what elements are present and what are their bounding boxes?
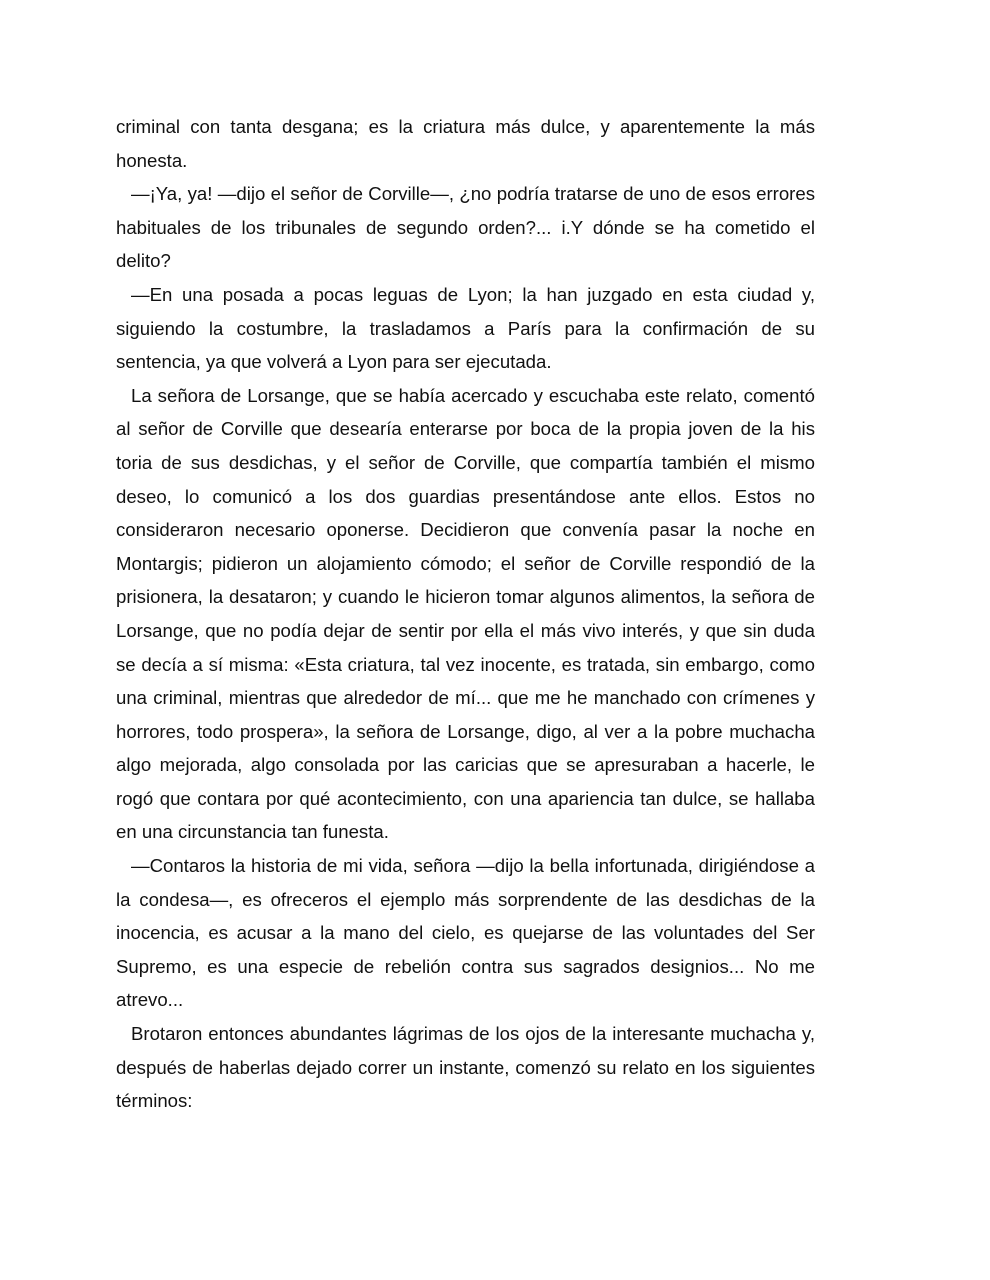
paragraph-dialogue-corville: —¡Ya, ya! —dijo el señor de Corville—, ¿no podría tratarse de uno de esos errores habituales de los tribunales de segundo orden?... i.Y dónde se ha cometido el delito? (116, 183, 815, 272)
paragraph-dialogue-prisoner: —Contaros la historia de mi vida, señora —dijo la bella infortunada, dirigiéndose a la condesa—, es ofreceros el ejemplo más sorprendente de las desdichas de la inocencia, es acusar a la mano del cielo, es quejarse de las voluntades del Ser Supremo, es una especie de rebelión contra sus sagrados designios... No me atrevo... (116, 855, 815, 1011)
paragraph-narration-lorsange: La señora de Lorsange, que se había acercado y escuchaba este relato, comentó al señor de Corville que desearía enterarse por boca de la propia joven de la his toria de sus desdichas, y el señor de Corville, que compartía también el mismo deseo, lo comunicó a los dos guardias presentándose ante ellos. Estos no consideraron necesario oponerse. Decidieron que convenía pasar la noche en Montargis; pidieron un alojamiento cómodo; el señor de Corville respondió de la prisionera, la desataron; y cuando le hicieron tomar algunos alimentos, la señora de Lorsange, que no podía dejar de sentir por ella el más vivo interés, y que sin duda se decía a sí misma: «Esta criatura, tal vez inocente, es tratada, sin embargo, como una criminal, mientras que alrededor de mí... que me he manchado con crímenes y horrores, todo prospera», la señora de Lorsange, digo, al ver a la pobre muchacha algo mejorada, algo consolada por las caricias que se apresuraban a hacerle, le rogó que contara por qué acontecimiento, con una apariencia tan dulce, se hallaba en una circunstancia tan funesta. (116, 384, 815, 843)
paragraph-dialogue-guard: —En una posada a pocas leguas de Lyon; la han juzgado en esta ciudad y, siguiendo la costumbre, la trasladamos a París para la confirmación de su sentencia, ya que volverá a Lyon para ser ejecutada. (116, 283, 815, 373)
paragraph-continuation: criminal con tanta desgana; es la criatura más dulce, y aparentemente la más honesta. (116, 116, 815, 171)
paragraph-narration-closing: Brotaron entonces abundantes lágrimas de los ojos de la interesante muchacha y, después de haberlas dejado correr un instante, comenzó su relato en los siguientes términos: (116, 1023, 815, 1112)
document-page (116, 110, 815, 1118)
